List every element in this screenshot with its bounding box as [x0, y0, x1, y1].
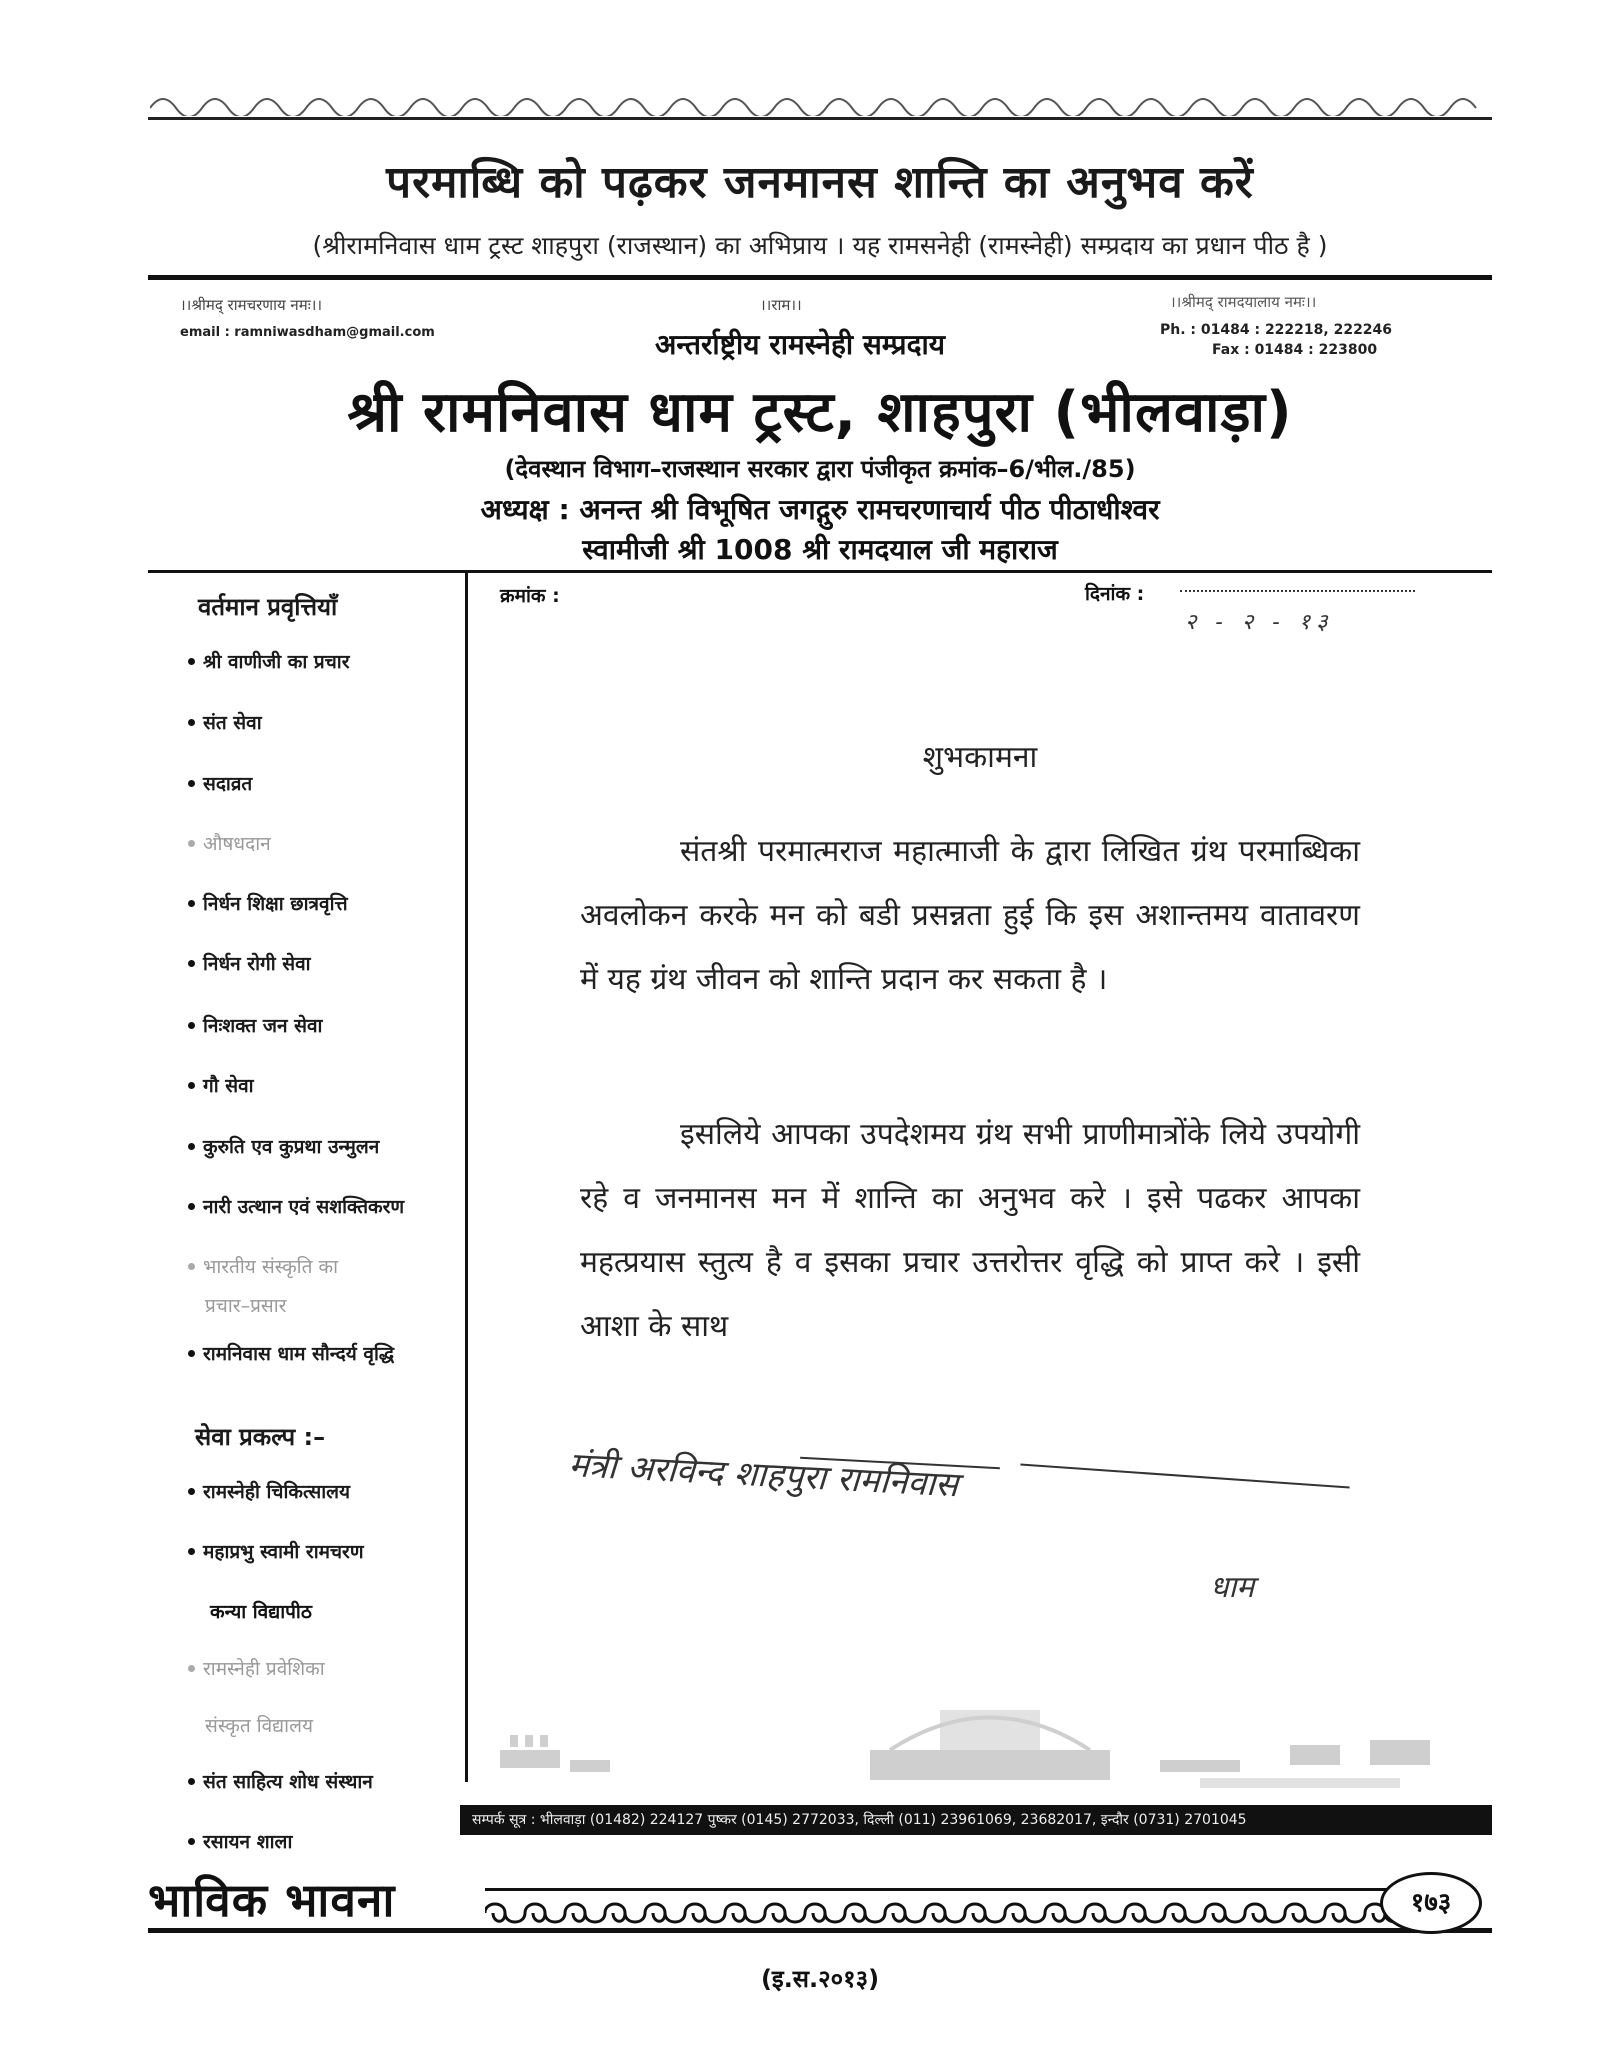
bullet-icon [188, 780, 195, 787]
sidebar-item: औषधदान [188, 830, 271, 856]
sidebar-item: नारी उत्थान एवं सशक्तिकरण [188, 1193, 404, 1219]
bullet-icon [188, 1665, 195, 1672]
sidebar-item: रामस्नेही चिकित्सालय [188, 1478, 350, 1504]
adhyaksh-line: अध्यक्ष : अनन्त श्री विभूषित जगद्गुरु रामचरणाचार्य पीठ पीठाधीश्वर [480, 493, 1160, 526]
handwritten-signature-2: धाम [1210, 1570, 1255, 1605]
sidebar-item-continuation: कन्या विद्यापीठ [210, 1601, 312, 1623]
letter-paragraph-1: संतश्री परमात्मराज महात्माजी के द्वारा लिखित ग्रंथ परमाब्धिका अवलोकन करके मन को बडी प्रसन्नता हुई कि इस अशान्तमय वातावरण में यह ग्रंथ जीवन को शान्ति प्रदान कर सकता है । [580, 834, 1360, 997]
sidebar-item: निर्धन शिक्षा छात्रवृत्ति [188, 890, 348, 916]
sidebar-item: संत साहित्य शोध संस्थान [188, 1768, 373, 1794]
salutation-center: ।।राम।। [760, 296, 802, 314]
bullet-icon [188, 840, 195, 847]
page-headline: परमाब्धि को पढ़कर जनमानस शान्ति का अनुभव करें [386, 157, 1254, 208]
sidebar-item: सदाव्रत [188, 770, 252, 796]
fax-number: Fax : 01484 : 223800 [1212, 342, 1378, 358]
swamiji-line: स्वामीजी श्री 1008 श्री रामदयाल जी महाराज [582, 533, 1058, 566]
bullet-icon [188, 1263, 195, 1270]
letter-paragraph-2: इसलिये आपका उपदेशमय ग्रंथ सभी प्राणीमात्रोंके लिये उपयोगी रहे व जनमानस मन में शान्ति का अनुभव करे । इसे पढकर आपका महत्प्रयास स्तुत्य है व इसका प्रचार उत्तरोत्तर वृद्धि को प्राप्त करे । इसी आशा के साथ [580, 1117, 1360, 1344]
sidebar-item: गौ सेवा [188, 1072, 254, 1098]
email-address: email : ramniwasdham@gmail.com [180, 325, 435, 340]
footer-divider [148, 1928, 1492, 1933]
sidebar-item: श्री वाणीजी का प्रचार [188, 648, 349, 674]
trust-name: श्री रामनिवास धाम ट्रस्ट, शाहपुरा (भीलवाड़ा) [347, 380, 1293, 445]
contact-bar: सम्पर्क सूत्र : भीलवाड़ा (01482) 224127 पुष्कर (0145) 2772033, दिल्ली (011) 23961069, 23682017, इन्दौर (0731) 2701045 [460, 1805, 1492, 1835]
bullet-icon [188, 658, 195, 665]
sidebar-item: रसायन शाला [188, 1828, 292, 1854]
temple-building-image [470, 1690, 1490, 1800]
sidebar-item: महाप्रभु स्वामी रामचरण [188, 1538, 364, 1564]
salutation-left: ।।श्रीमद् रामचरणाय नमः।। [180, 296, 323, 314]
date-dotted-line [1180, 590, 1415, 592]
page-number: १७३ [1380, 1872, 1482, 1934]
registration-info: (देवस्थान विभाग–राजस्थान सरकार द्वारा पंजीकृत क्रमांक–6/भील./85) [504, 455, 1136, 483]
top-wave-border-icon [150, 88, 1490, 116]
publication-title: भाविक भावना [148, 1873, 396, 1927]
phone-number: Ph. : 01484 : 222218, 222246 [1160, 322, 1393, 338]
sidebar-heading-current: वर्तमान प्रवृत्तियाँ [198, 593, 338, 621]
bullet-icon [188, 1203, 195, 1210]
salutation-right: ।।श्रीमद् रामदयालाय नमः।। [1170, 293, 1317, 311]
dinank-label: दिनांक : [1085, 583, 1145, 605]
sidebar-item: निर्धन रोगी सेवा [188, 950, 311, 976]
bullet-icon [188, 1548, 195, 1555]
greeting-title: शुभकामना [922, 740, 1038, 775]
sidebar-item: निःशक्त जन सेवा [188, 1012, 322, 1038]
sidebar-item: रामनिवास धाम सौन्दर्य वृद्धि [188, 1340, 394, 1366]
sidebar-item: रामस्नेही प्रवेशिका [188, 1655, 325, 1681]
kramank-label: क्रमांक : [500, 585, 560, 607]
header-divider [148, 275, 1492, 280]
bullet-icon [188, 900, 195, 907]
bullet-icon [188, 1488, 195, 1495]
bullet-icon [188, 960, 195, 967]
sidebar-item-continuation: प्रचार–प्रसार [205, 1295, 287, 1317]
letterhead-divider [148, 570, 1492, 573]
sidebar-item-continuation: संस्कृत विद्यालय [205, 1715, 313, 1737]
publication-year: (इ.स.२०१३) [760, 1965, 880, 1993]
bullet-icon [188, 1082, 195, 1089]
bullet-icon [188, 1022, 195, 1029]
page-subline: (श्रीरामनिवास धाम ट्रस्ट शाहपुरा (राजस्थान) का अभिप्राय । यह रामसनेही (रामस्नेही) सम्प्रदाय का प्रधान पीठ है ) [312, 231, 1328, 260]
bullet-icon [188, 1350, 195, 1357]
sidebar-item: कुरुति एव कुप्रथा उन्मुलन [188, 1133, 379, 1159]
footer-top-line [485, 1888, 1395, 1891]
signature-stroke [1020, 1463, 1349, 1488]
footer-scroll-border-icon [485, 1895, 1405, 1931]
sampraday-title: अन्तर्राष्ट्रीय रामस्नेही सम्प्रदाय [655, 328, 945, 361]
bullet-icon [188, 1778, 195, 1785]
sidebar-divider [465, 570, 468, 1782]
bullet-icon [188, 1838, 195, 1845]
handwritten-signature: मंत्री अरविन्द शाहपुरा रामनिवास [567, 1444, 960, 1506]
sidebar-heading-projects: सेवा प्रकल्प :– [195, 1423, 326, 1451]
sidebar-item: भारतीय संस्कृति का [188, 1253, 338, 1279]
bullet-icon [188, 719, 195, 726]
sidebar-item: संत सेवा [188, 709, 262, 735]
handwritten-date: २ - २ - १३ [1185, 610, 1334, 635]
top-divider [148, 117, 1492, 120]
bullet-icon [188, 1143, 195, 1150]
